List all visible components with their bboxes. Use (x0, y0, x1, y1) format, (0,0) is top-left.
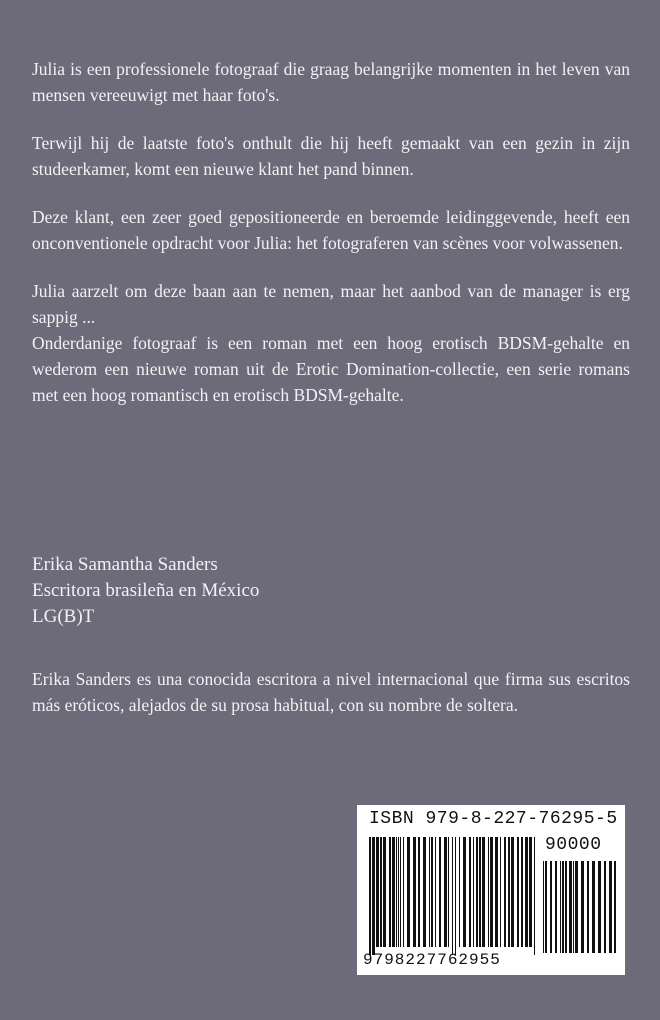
author-bio: Erika Sanders es una conocida escritora a nivel internacional que firma sus escritos más eróticos, alejados de su prosa habitual, con su nombre de soltera. (32, 669, 630, 715)
barcode-bar (389, 837, 391, 947)
barcode-bar (569, 861, 572, 953)
barcode-bar (476, 837, 478, 947)
barcode-bar (592, 861, 595, 953)
barcode-bar (455, 837, 456, 955)
author-tagline: Escritora brasileña en México (32, 580, 260, 601)
barcode-bar (490, 837, 493, 947)
barcode-bar (555, 861, 557, 953)
barcode-bar (448, 837, 449, 947)
barcode-bar (459, 837, 460, 947)
barcode-bar (598, 861, 601, 953)
barcode-bar (435, 837, 436, 947)
barcode-bar (543, 861, 544, 953)
blurb-paragraph: Julia aarzelt om deze baan aan te nemen, maar het aanbod van de manager is erg sappig ... (32, 281, 630, 327)
barcode-bar (525, 837, 528, 947)
barcode-bar (407, 837, 410, 947)
barcode-bar (400, 837, 401, 947)
barcode-bar (573, 861, 574, 953)
barcode-bar (473, 837, 474, 947)
barcode-bar (444, 837, 447, 947)
barcode-bar (479, 837, 481, 947)
barcode-bar (392, 837, 395, 947)
barcode-bar (504, 837, 506, 947)
barcode-bar (396, 837, 397, 947)
blurb-paragraph: Julia is een professionele fotograaf die graag belangrijke momenten in het leven van mensen vereeuwigt met haar foto's. (32, 59, 630, 105)
barcode-bar (403, 837, 404, 947)
barcode-bar (488, 837, 489, 947)
barcode-bar (581, 861, 584, 953)
barcode-bar (565, 861, 567, 953)
barcode-bar (469, 837, 471, 947)
barcode-bar (550, 861, 552, 953)
barcode-bar (511, 837, 514, 947)
barcode-bar (609, 861, 612, 953)
barcode-bar (482, 837, 485, 947)
barcode-bar (376, 837, 379, 947)
blurb-paragraph: Onderdanige fotograaf is een roman met een hoog erotisch BDSM-gehalte en wederom een nieuwe roman uit de Erotic Domination-collectie, een serie romans met een hoog romantisch en erotisch BDSM-gehalte. (32, 333, 630, 405)
isbn-barcode (357, 805, 625, 975)
barcode-bar (604, 861, 606, 953)
barcode-bar (521, 837, 523, 947)
barcode-bar (575, 861, 578, 953)
barcode-digits: 9798227762955 (363, 951, 501, 969)
author-block (32, 552, 630, 630)
author-name: Erika Samantha Sanders (32, 554, 218, 575)
barcode-bar (431, 837, 433, 947)
barcode-bar (529, 837, 532, 947)
barcode-bar (614, 861, 616, 953)
barcode-bar (380, 837, 382, 947)
barcode-bar (423, 837, 426, 947)
barcode-bar (429, 837, 430, 947)
barcode-bar (562, 861, 564, 953)
barcode-bar (413, 837, 416, 947)
barcode-bar (495, 837, 498, 947)
barcode-bars (357, 805, 625, 975)
barcode-bar (418, 837, 420, 947)
barcode-bar (534, 837, 535, 955)
barcode-bar (545, 861, 547, 953)
blurb-paragraph: Terwijl hij de laatste foto's onthult die hij heeft gemaakt van een gezin in zijn studeerkamer, komt een nieuwe klant het pand binnen. (32, 133, 630, 179)
barcode-bar (560, 861, 561, 953)
price-addon: 90000 (545, 835, 602, 855)
barcode-bar (372, 837, 375, 955)
barcode-bar (452, 837, 453, 955)
barcode-bar (383, 837, 386, 947)
blurb-paragraph: Deze klant, een zeer goed gepositioneerde en beroemde leidinggevende, heeft een onconventionele opdracht voor Julia: het fotograferen van scènes voor volwassenen. (32, 207, 630, 253)
barcode-bar (463, 837, 466, 947)
author-tag: LG(B)T (32, 606, 95, 627)
barcode-bar (508, 837, 510, 947)
isbn-label: ISBN 979-8-227-76295-5 (369, 809, 618, 829)
barcode-bar (587, 861, 589, 953)
barcode-bar (398, 837, 399, 947)
barcode-bar (500, 837, 501, 947)
barcode-bar (439, 837, 441, 947)
barcode-bar (369, 837, 371, 955)
barcode-bar (517, 837, 519, 947)
back-cover-blurb (32, 56, 630, 430)
